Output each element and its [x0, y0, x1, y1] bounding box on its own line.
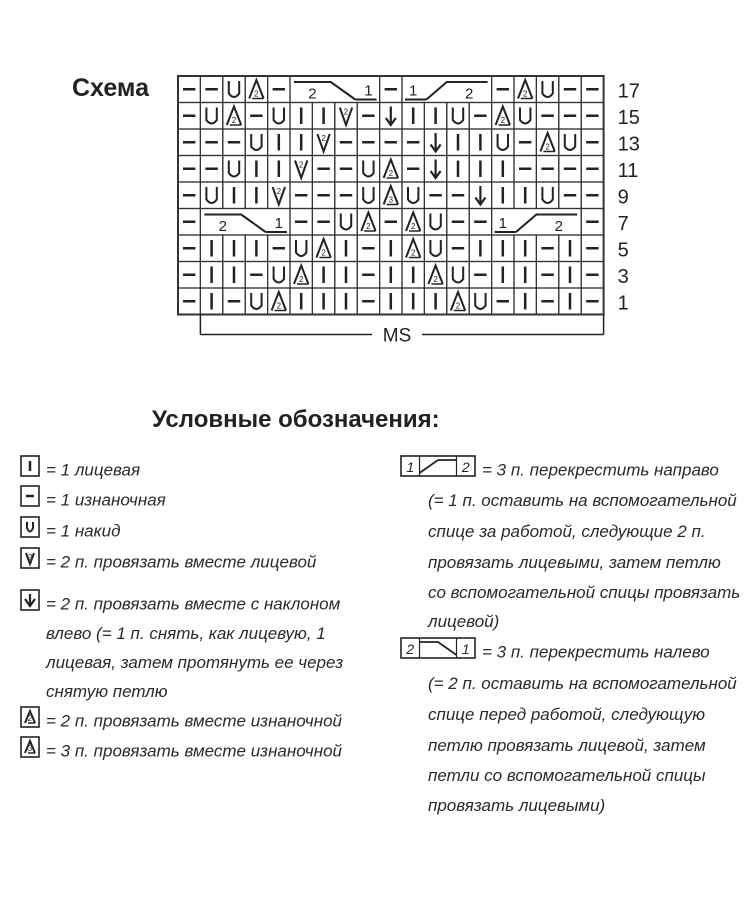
legend-symbol-frame [21, 517, 39, 537]
cable-legend-1: 1 [461, 641, 470, 657]
cable-number-1: 1 [364, 82, 373, 100]
legend-ssk-line-3: лицевая, затем протянуть ее через [46, 653, 344, 672]
legend-p2tog [20, 706, 342, 738]
k2tog-count: 2 [276, 187, 282, 196]
legend-ssk-line-2: влево (= 1 п. снять, как лицевую, 1 [46, 624, 326, 643]
legend-cross-left [400, 637, 710, 669]
cable-legend-1: 1 [406, 459, 415, 475]
chart-title: Схема [72, 74, 149, 102]
legend-title: Условные обозначения: [152, 406, 440, 433]
legend-purl-text: = 1 изнаночная [46, 490, 166, 510]
row-number: 11 [617, 160, 639, 182]
p3tog-icon [20, 736, 40, 768]
legend-cross-right-line-3: спице за работой, следующие 2 п. [428, 522, 706, 541]
legend-k2tog [20, 547, 316, 579]
p2tog-count: 2 [410, 248, 416, 258]
legend-cross-left-line-6: провязать лицевыми) [428, 796, 606, 815]
legend-purl [20, 485, 166, 517]
legend-cross-right-line-2: (= 1 п. оставить на вспомогательной [428, 491, 737, 510]
legend-cross-right-line-4: провязать лицевыми, затем петлю [428, 553, 721, 572]
legend-cross-left-line-4: петлю провязать лицевой, затем [428, 736, 706, 755]
p2tog-count: 2 [321, 248, 326, 258]
row-number: 17 [617, 80, 640, 103]
cable-number-1: 1 [498, 215, 507, 232]
legend-cross-right-line-6: лицевой) [428, 612, 500, 631]
p2tog-count: 2 [366, 222, 371, 231]
k2tog-count: 2 [298, 160, 304, 170]
ssk-icon [20, 589, 40, 621]
legend-k2tog-text: = 2 п. провязать вместе лицевой [46, 552, 317, 572]
legend-knit-text: = 1 лицевая [46, 460, 141, 480]
cross-right-icon [400, 455, 476, 487]
row-number: 7 [617, 213, 629, 235]
row-number: 5 [617, 239, 629, 262]
k2tog-count: 2 [27, 553, 33, 562]
p2tog-count: 2 [545, 142, 550, 152]
knit-icon [20, 455, 40, 487]
row-number: 3 [617, 266, 629, 288]
legend-knit [20, 455, 140, 487]
legend-ssk-line-4: снятую петлю [46, 682, 168, 701]
legend-p3tog [20, 736, 342, 768]
legend-yarn-over-text: = 1 накид [46, 521, 121, 541]
cable-number-2: 2 [554, 218, 563, 235]
legend-cross-left-line-3: спице перед работой, следующую [428, 705, 706, 724]
p2tog-count: 2 [276, 301, 282, 311]
cable-number-1: 1 [409, 82, 418, 100]
cable-legend-2: 2 [406, 641, 415, 657]
legend-cross-left-line-5: петли со вспомогательной спицы [428, 766, 706, 785]
k2tog-icon [20, 547, 40, 579]
legend-cross-right [400, 455, 719, 487]
legend-cross-right-text: = 3 п. перекрестить направо [482, 460, 719, 480]
p2tog-count: 2 [455, 301, 461, 311]
purl-icon [20, 485, 40, 517]
p2tog-count: 2 [500, 116, 506, 125]
legend-p2tog-text: = 2 п. провязать вместе изнаночной [46, 711, 342, 731]
k2tog-count: 2 [343, 107, 349, 117]
cable-number-2: 2 [308, 85, 317, 103]
cable-legend-2: 2 [461, 459, 470, 475]
row-number: 1 [617, 292, 629, 315]
p2tog-count: 2 [298, 275, 304, 284]
repeat-label: MS [382, 325, 412, 347]
legend-yarn-over [20, 516, 121, 548]
p2tog-count: 2 [433, 275, 438, 284]
legend-p3tog-text: = 3 п. провязать вместе изнаночной [46, 741, 342, 761]
p2tog-count: 2 [27, 714, 33, 723]
p2tog-count: 2 [231, 116, 237, 125]
legend-ssk [20, 589, 340, 621]
p2tog-count: 2 [254, 89, 259, 99]
repeat-bracket [200, 315, 603, 347]
legend-cross-left-line-2: (= 2 п. оставить на вспомогательной [428, 674, 737, 693]
p2tog-count: 2 [410, 222, 416, 231]
knitting-chart [0, 0, 749, 380]
row-number: 15 [617, 107, 640, 129]
yarn-over-icon [20, 516, 40, 548]
p3tog-count: 3 [27, 744, 33, 753]
legend-cross-left-text: = 3 п. перекрестить налево [482, 642, 710, 662]
legend-cross-right-line-5: со вспомогательной спицы провязать [428, 583, 741, 602]
p2tog-count: 2 [522, 89, 528, 99]
cable-number-2: 2 [465, 85, 474, 103]
row-number: 13 [617, 133, 640, 156]
row-number: 9 [617, 186, 629, 209]
p3tog-count: 3 [388, 195, 394, 205]
legend-ssk-text: = 2 п. провязать вместе с наклоном [46, 594, 341, 614]
cross-left-icon [400, 637, 476, 669]
k2tog-count: 2 [321, 134, 326, 143]
cable-number-1: 1 [274, 215, 283, 232]
cable-number-2: 2 [218, 218, 227, 235]
p2tog-icon [20, 706, 40, 738]
p2tog-count: 2 [388, 169, 394, 178]
